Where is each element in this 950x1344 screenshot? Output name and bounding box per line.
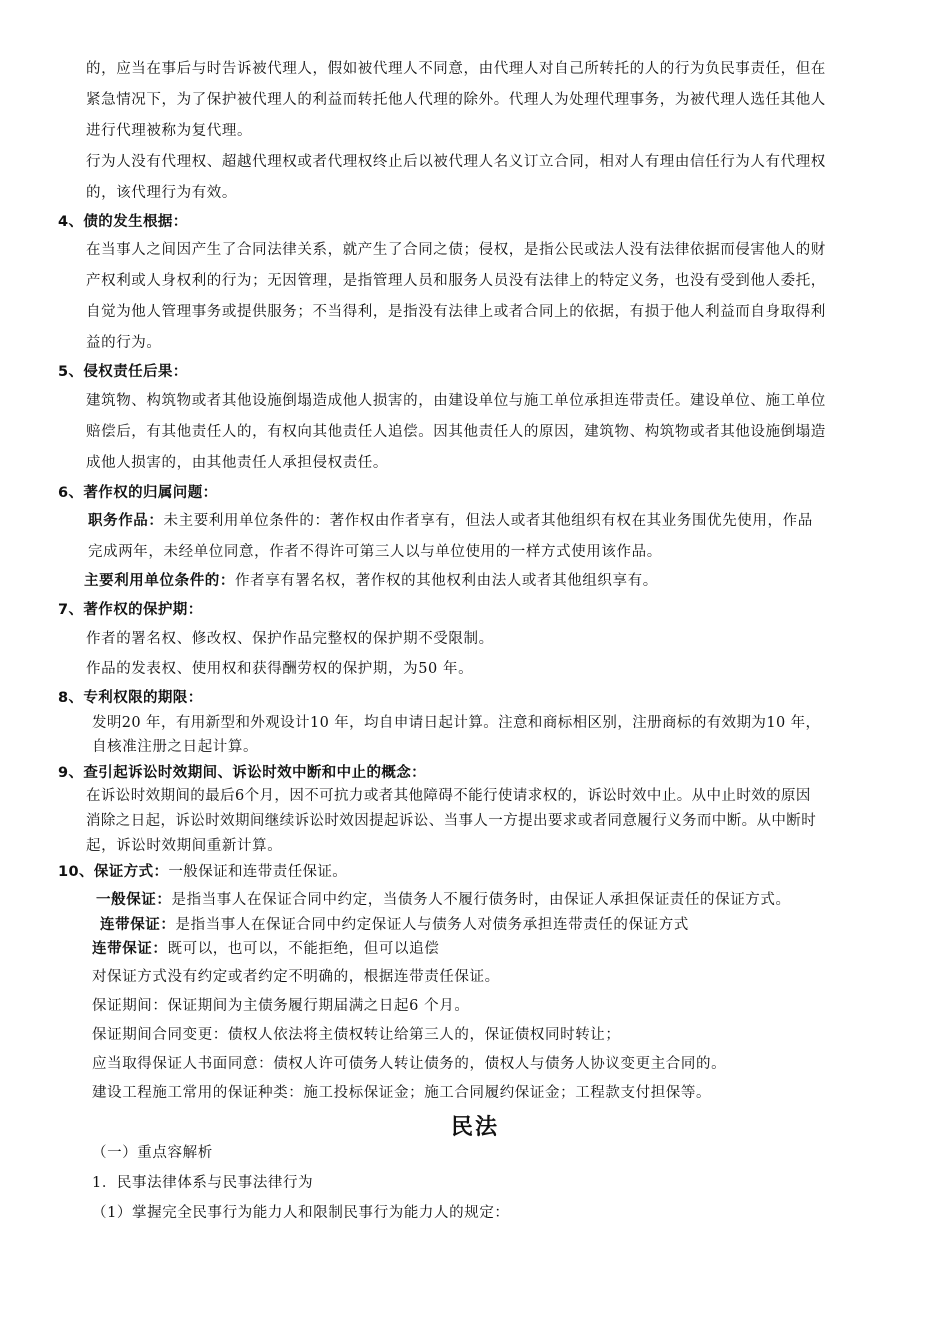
section-4-line-1: 在当事人之间因产生了合同法律关系，就产生了合同之债；侵权，是指公民或法人没有法律依据而侵害他人的财 xyxy=(86,242,826,258)
section-9-heading: 9、查引起诉讼时效期间、诉讼时效中断和中止的概念： xyxy=(58,765,427,781)
section-6-text-3: 作者享有署名权，著作权的其他权利由法人或者其他组织享有。 xyxy=(235,573,658,589)
section-10-line-4: 对保证方式没有约定或者约定不明确的，根据连带责任保证。 xyxy=(92,969,500,985)
section-9-line-1: 在诉讼时效期间的最后6个月，因不可抗力或者其他障碍不能行使请求权的，诉讼时效中止。从中止时效的原因 xyxy=(86,788,811,804)
section-10-term-3: 连带保证： xyxy=(92,941,168,957)
section-10-line-2 xyxy=(100,915,689,935)
section-10-line-6: 保证期间合同变更：债权人依法将主债权转让给第三人的，保证债权同时转让； xyxy=(92,1027,621,1043)
section-4-line-3: 自觉为他人管理事务或提供服务；不当得利，是指没有法律上或者合同上的依据，有损于他人利益而自身取得利 xyxy=(86,304,826,320)
section-8-line-2: 自核准注册之日起计算。 xyxy=(92,739,259,755)
civil-line-3: （1）掌握完全民事行为能力人和限制民事行为能力人的规定： xyxy=(92,1205,510,1221)
section-10-text-1: 是指当事人在保证合同中约定，当债务人不履行债务时，由保证人承担保证责任的保证方式。 xyxy=(171,892,791,908)
section-10-line-1 xyxy=(96,890,791,910)
civil-line-1: （一）重点容解析 xyxy=(92,1145,213,1161)
section-10-text-3: 既可以，也可以，不能拒绝，但可以追偿 xyxy=(167,941,440,957)
section-6-line-3 xyxy=(84,571,658,591)
section-7-heading: 7、著作权的保护期： xyxy=(58,602,203,618)
section-5-line-2: 赔偿后，有其他责任人的，有权向其他责任人追偿。因其他责任人的原因，建筑物、构筑物或者其他设施倒塌造 xyxy=(86,424,826,440)
intro-line-2: 紧急情况下，为了保护被代理人的利益而转托他人代理的除外。代理人为处理代理事务，为被代理人选任其他人 xyxy=(86,92,826,108)
section-10-heading xyxy=(58,862,347,882)
section-8-line-1: 发明20 年，有用新型和外观设计10 年，均自申请日起计算。注意和商标相区别，注册商标的有效期为10 年， xyxy=(92,715,821,731)
section-5-heading: 5、侵权责任后果： xyxy=(58,364,188,380)
civil-law-title: 民法 xyxy=(450,1115,499,1140)
section-4-line-4: 益的行为。 xyxy=(86,335,162,351)
section-6-term-2: 主要利用单位条件的： xyxy=(84,573,235,589)
section-6-heading: 6、著作权的归属问题： xyxy=(58,485,218,501)
intro-line-3: 进行代理被称为复代理。 xyxy=(86,123,253,139)
section-6-term-1: 职务作品： xyxy=(88,513,164,529)
section-5-line-1: 建筑物、构筑物或者其他设施倒塌造成他人损害的，由建设单位与施工单位承担连带责任。建设单位、施工单位 xyxy=(86,393,826,409)
section-10-line-3 xyxy=(92,939,439,959)
civil-line-2: 1．民事法律体系与民事法律行为 xyxy=(92,1175,314,1191)
section-7-line-2: 作品的发表权、使用权和获得酬劳权的保护期，为50 年。 xyxy=(86,661,474,677)
section-7-line-1: 作者的署名权、修改权、保护作品完整权的保护期不受限制。 xyxy=(86,631,494,647)
section-10-term-2: 连带保证： xyxy=(100,917,176,933)
section-5-line-3: 成他人损害的，由其他责任人承担侵权责任。 xyxy=(86,455,388,471)
section-6-line-1 xyxy=(88,511,813,531)
section-10-line-7: 应当取得保证人书面同意：债权人许可债务人转让债务的，债权人与债务人协议变更主合同的。 xyxy=(92,1056,727,1072)
section-8-heading: 8、专利权限的期限： xyxy=(58,690,203,706)
intro-line-1: 的，应当在事后与时告诉被代理人，假如被代理人不同意，由代理人对自己所转托的人的行为负民事责任，但在 xyxy=(86,61,826,77)
section-9-line-3: 起，诉讼时效期间重新计算。 xyxy=(86,838,283,854)
intro-line-5: 的，该代理行为有效。 xyxy=(86,185,237,201)
section-6-line-2: 完成两年，未经单位同意，作者不得许可第三人以与单位使用的一样方式使用该作品。 xyxy=(88,544,662,560)
section-4-heading: 4、债的发生根据： xyxy=(58,214,188,230)
section-6-text-1: 未主要利用单位条件的：著作权由作者享有，但法人或者其他组织有权在其业务围优先使用，作品 xyxy=(163,513,813,529)
section-10-term-1: 一般保证： xyxy=(96,892,172,908)
intro-line-4: 行为人没有代理权、超越代理权或者代理权终止后以被代理人名义订立合同，相对人有理由信任行为人有代理权 xyxy=(86,154,826,170)
section-10-line-8: 建设工程施工常用的保证种类：施工投标保证金；施工合同履约保证金；工程款支付担保等。 xyxy=(92,1085,712,1101)
section-10-text-2: 是指当事人在保证合同中约定保证人与债务人对债务承担连带责任的保证方式 xyxy=(175,917,689,933)
section-4-line-2: 产权利或人身权利的行为；无因管理，是指管理人员和服务人员没有法律上的特定义务，也没有受到他人委托， xyxy=(86,273,826,289)
section-10-heading-rest: 一般保证和连带责任保证。 xyxy=(168,864,348,880)
section-10-line-5: 保证期间：保证期间为主债务履行期届满之日起6 个月。 xyxy=(92,998,470,1014)
section-10-heading-label: 10、保证方式： xyxy=(58,864,169,880)
section-9-line-2: 消除之日起，诉讼时效期间继续诉讼时效因提起诉讼、当事人一方提出要求或者同意履行义务而中断。从中断时 xyxy=(86,813,817,829)
